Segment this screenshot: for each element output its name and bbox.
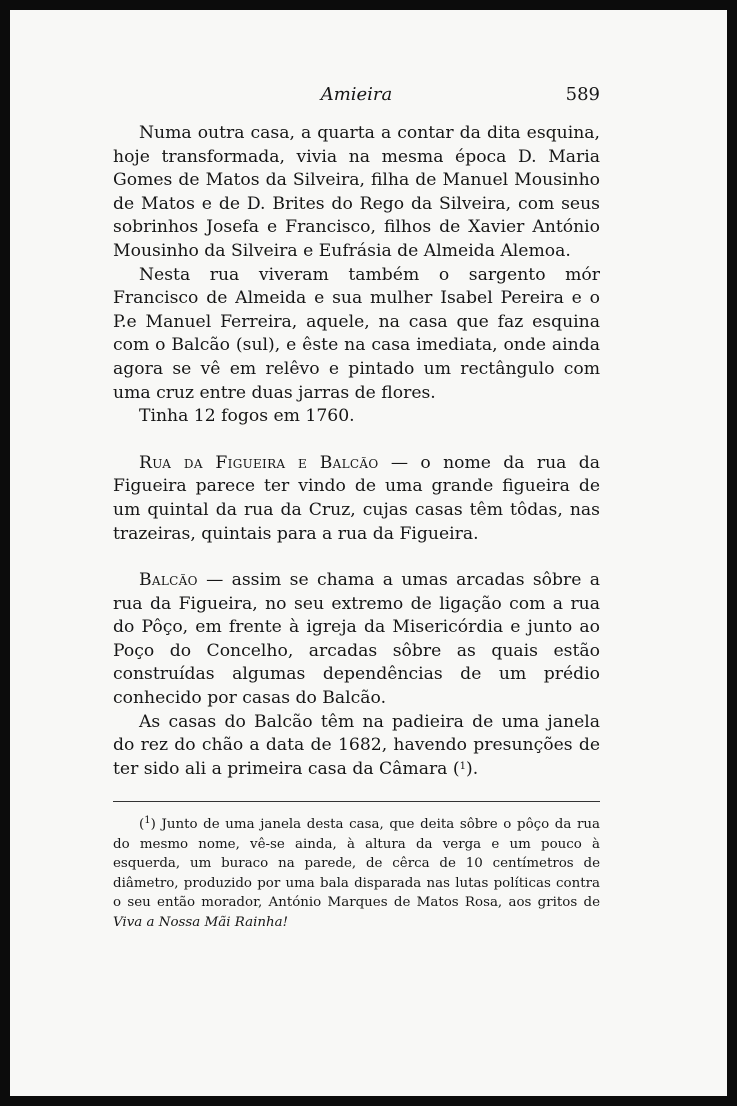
footnote-marker: 1 [144,815,151,826]
paragraph-casas-do-balcao [113,711,600,782]
section-heading-rua-da-figueira: Rua da Figueira e Balcão [139,452,379,473]
running-title: Amieira [320,84,393,105]
figueira-text: — o nome da rua da Figueira parece ter vindo de uma grande figueira de um quintal da rua da Cruz, cujas casas têm tôdas, nas trazeiras, quintais para a rua da Figueira. [113,452,601,544]
paragraph-rua-da-figueira [113,452,600,546]
paragraph-nesta-rua: Nesta rua viveram também o sargento mór Francisco de Almeida e sua mulher Isabel Pereira e o P.e Manuel Ferreira, aquele, na casa que faz esquina com o Balcão (sul), e êste na casa imediata, onde ainda agora se vê em relêvo e pintado um rectângulo com uma cruz entre duas jarras de flores. [113,264,600,403]
balcao-text: — assim se chama a umas arcadas sôbre a rua da Figueira, no seu extremo de ligação com a rua do Pôço, em frente à igreja da Misericórdia e junto ao Poço do Concelho, arcadas sôbre as quais estão construídas algumas dependências de um prédio conhecido por casas do Balcão. [113,570,600,709]
footnote-reference[interactable]: 1 [459,760,466,772]
casas-close: ). [465,758,479,779]
section-heading-balcao: Balcão [139,570,198,591]
body-text [113,122,600,781]
paragraph-balcao [113,569,600,711]
footnote-italic-text: Viva a Nossa Mãi Rainha! [113,914,289,930]
footnotes [113,815,600,933]
footnote-rule [113,801,600,802]
page-header [113,82,600,112]
footnote-1: ($^1$) Junto de uma janela desta casa, que deita sôbre o pôço da rua do mesmo nome, vê-se ainda, à altura da verga e um pouco à esquerda, um buraco na parede, de cêrca de 10 centímetros de diâmetro, produzido por uma bala disparada nas lutas políticas contra o seu então morador, António Marques de Matos Rosa, aos gritos de Viva a Nossa Mãi Rainha! [113,815,600,930]
page-number: 589 [565,84,600,105]
footnote-text: Junto de uma janela desta casa, que deita sôbre o pôço da rua do mesmo nome, vê-se ainda, à altura da verga e um pouco à esquerda, um buraco na parede, de cêrca de 10 centímetros de diâmetro, produzido por uma bala disparada nas lutas políticas contra o seu então morador, António Marques de Matos Rosa, aos gritos de [113,817,600,911]
casas-text: As casas do Balcão têm na padieira de uma janela do rez do chão a data de 1682, havendo presunções de ter sido ali a primeira casa da Câmara ( [113,711,600,779]
paragraph-numa-outra-casa: Numa outra casa, a quarta a contar da dita esquina, hoje transformada, vivia na mesma época D. Maria Gomes de Matos da Silveira, filha de Manuel Mousinho de Matos e de D. Brites do Rego da Silveira, com seus sobrinhos Josefa e Francisco, filhos de Xavier António Mousinho da Silveira e Eufrásia de Almeida Alemoa. [113,123,600,261]
paragraph-fogos: Tinha 12 fogos em 1760. [139,406,355,427]
book-page [10,10,727,1096]
